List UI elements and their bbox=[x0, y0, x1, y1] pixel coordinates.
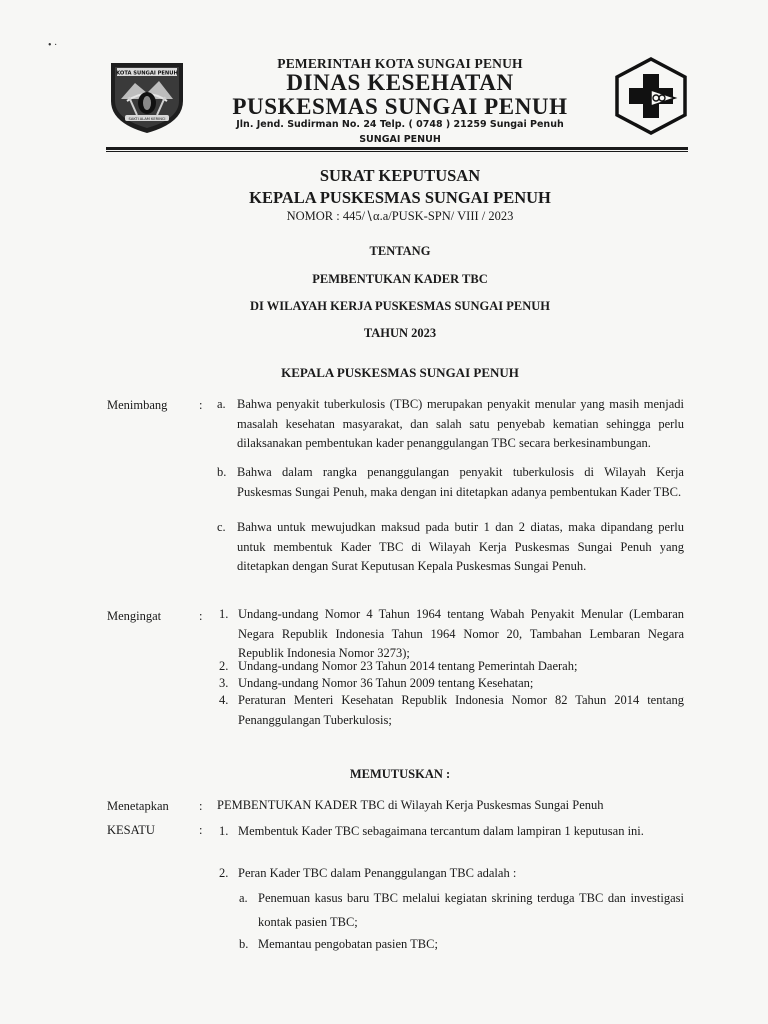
item-text: Undang-undang Nomor 4 Tahun 1964 tentang Wabah Penyakit Menular (Lembaran Negara Republik Indonesia Tahun 1964 Nomor 20, Tambahan Lembaran Negara Republik Indonesia Nomor 3273); bbox=[238, 607, 684, 660]
item-marker: 1. bbox=[219, 607, 229, 621]
kesatu-colon: : bbox=[199, 823, 203, 837]
item-text: Peraturan Menteri Kesehatan Republik Indonesia Nomor 82 Tahun 2014 tentang Penanggulangan Tuberkulosis; bbox=[238, 693, 684, 727]
health-cross-logo-icon bbox=[613, 56, 689, 136]
letterhead-dinas: DINAS KESEHATAN bbox=[286, 70, 514, 95]
doc-number: NOMOR : 445/∖α.a/PUSK-SPN/ VIII / 2023 bbox=[286, 209, 514, 223]
kesatu-label: KESATU bbox=[107, 823, 155, 837]
mengingat-colon: : bbox=[199, 609, 203, 623]
item-text: Peran Kader TBC dalam Penanggulangan TBC adalah : bbox=[238, 866, 517, 880]
item-text: Undang-undang Nomor 23 Tahun 2014 tentang Pemerintah Daerah; bbox=[238, 659, 578, 673]
city-emblem-icon bbox=[107, 57, 187, 135]
svg-text:KOTA SUNGAI PENUH: KOTA SUNGAI PENUH bbox=[116, 70, 178, 77]
menimbang-label: Menimbang bbox=[107, 398, 168, 412]
item-marker: 2. bbox=[219, 659, 229, 673]
doc-issuer: KEPALA PUSKESMAS SUNGAI PENUH bbox=[249, 188, 551, 207]
memutuskan-heading: MEMUTUSKAN : bbox=[349, 767, 451, 781]
stray-mark: • · bbox=[48, 40, 58, 51]
letterhead-address: Jln. Jend. Sudirman No. 24 Telp. ( 0748 ) 21259 Sungai Penuh bbox=[236, 119, 564, 130]
item-text: Undang-undang Nomor 36 Tahun 2009 tentang Kesehatan; bbox=[238, 676, 534, 690]
mengingat-label: Mengingat bbox=[107, 609, 162, 623]
letterhead-rule-thin bbox=[106, 151, 688, 152]
menetapkan-label: Menetapkan bbox=[107, 799, 169, 813]
doc-year: TAHUN 2023 bbox=[363, 326, 437, 340]
letterhead-rule-thick bbox=[106, 147, 688, 150]
item-marker: a. bbox=[217, 397, 226, 411]
item-marker: 2. bbox=[219, 866, 229, 880]
menetapkan-colon: : bbox=[199, 799, 203, 813]
svg-text:SAKTI ALAM KERINCI: SAKTI ALAM KERINCI bbox=[128, 116, 166, 121]
item-marker: c. bbox=[217, 520, 226, 534]
item-marker: 1. bbox=[219, 824, 229, 838]
item-marker: b. bbox=[239, 937, 249, 951]
item-marker: 3. bbox=[219, 676, 229, 690]
menimbang-colon: : bbox=[199, 398, 203, 412]
letterhead-puskesmas: PUSKESMAS SUNGAI PENUH bbox=[232, 94, 568, 119]
item-marker: 4. bbox=[219, 693, 229, 707]
item-text: Bahwa untuk mewujudkan maksud pada butir 1 dan 2 diatas, maka dipandang perlu untuk membentuk Kader TBC di Wilayah Kerja Puskesmas Sungai Penuh yang ditetapkan dengan Surat Keputusan Kepala Puskesmas Sungai Penuh. bbox=[237, 520, 684, 573]
letterhead-city: SUNGAI PENUH bbox=[359, 134, 441, 145]
item-marker: a. bbox=[239, 891, 248, 905]
doc-subject-1: PEMBENTUKAN KADER TBC bbox=[312, 272, 488, 286]
letterhead-government: PEMERINTAH KOTA SUNGAI PENUH bbox=[277, 56, 523, 71]
doc-title: SURAT KEPUTUSAN bbox=[319, 166, 481, 185]
item-text: Bahwa dalam rangka penanggulangan penyakit tuberkulosis di Wilayah Kerja Puskesmas Sungai Penuh, maka dengan ini ditetapkan adanya pembentukan Kader TBC. bbox=[237, 465, 684, 499]
item-text: Memantau pengobatan pasien TBC; bbox=[258, 937, 438, 951]
doc-subject-2: DI WILAYAH KERJA PUSKESMAS SUNGAI PENUH bbox=[250, 299, 550, 313]
doc-tentang: TENTANG bbox=[369, 244, 431, 258]
item-marker: b. bbox=[217, 465, 227, 479]
menetapkan-text: PEMBENTUKAN KADER TBC di Wilayah Kerja Puskesmas Sungai Penuh bbox=[217, 798, 604, 812]
item-text: Bahwa penyakit tuberkulosis (TBC) merupakan penyakit menular yang masih menjadi masalah kesehatan masyarakat, dan salah satu penyebab kematian sehingga perlu dilaksanakan pembentukan kader penanggulangan TBC secara berkesinambungan. bbox=[237, 397, 684, 450]
item-text: Membentuk Kader TBC sebagaimana tercantum dalam lampiran 1 keputusan ini. bbox=[238, 824, 644, 838]
item-text: Penemuan kasus baru TBC melalui kegiatan skrining terduga TBC dan investigasi kontak pasien TBC; bbox=[258, 891, 684, 929]
doc-issuer-heading: KEPALA PUSKESMAS SUNGAI PENUH bbox=[281, 365, 519, 380]
